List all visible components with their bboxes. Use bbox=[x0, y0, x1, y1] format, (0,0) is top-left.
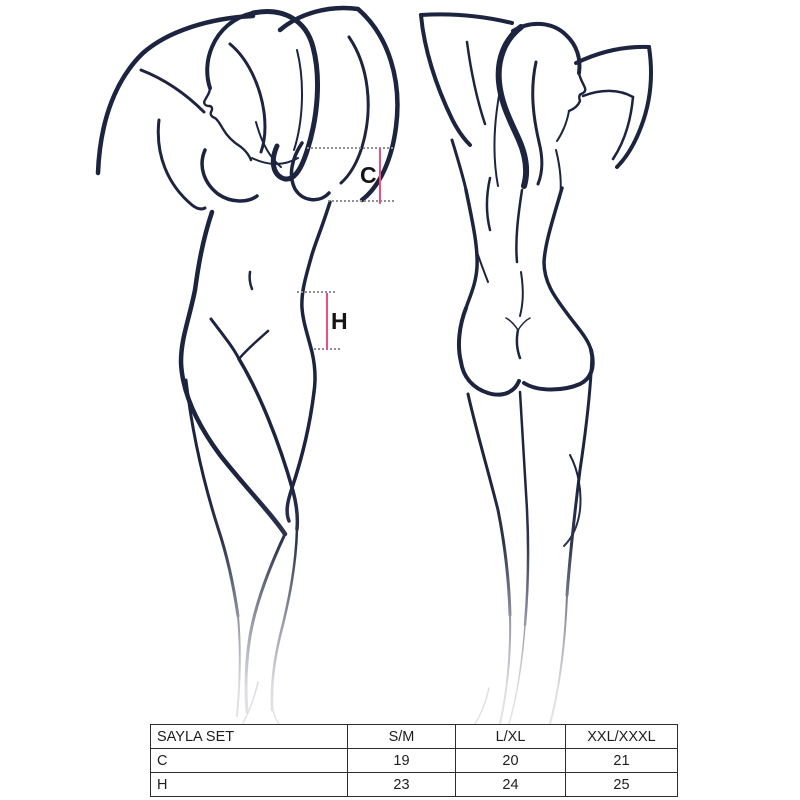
value-cell: 21 bbox=[566, 749, 678, 773]
chest-measure-label: C bbox=[360, 162, 377, 188]
measure-label-cell: H bbox=[151, 773, 348, 797]
size-table-header-row bbox=[151, 725, 678, 749]
hip-measure-label: H bbox=[331, 308, 348, 334]
size-table-row-chest bbox=[151, 749, 678, 773]
product-name-cell: SAYLA SET bbox=[151, 725, 348, 749]
size-column-sm: S/M bbox=[348, 725, 456, 749]
measure-label-cell: C bbox=[151, 749, 348, 773]
hip-measure-dotted-top bbox=[297, 291, 335, 293]
chest-measure-dotted-bottom bbox=[328, 200, 394, 202]
hip-measure-line bbox=[326, 293, 328, 350]
value-cell: 23 bbox=[348, 773, 456, 797]
size-table-row-hip bbox=[151, 773, 678, 797]
value-cell: 20 bbox=[456, 749, 566, 773]
value-cell: 19 bbox=[348, 749, 456, 773]
value-cell: 25 bbox=[566, 773, 678, 797]
value-cell: 24 bbox=[456, 773, 566, 797]
size-column-lxl: L/XL bbox=[456, 725, 566, 749]
chest-measure-line bbox=[379, 148, 381, 204]
size-table bbox=[150, 724, 678, 797]
size-column-xxl: XXL/XXXL bbox=[566, 725, 678, 749]
